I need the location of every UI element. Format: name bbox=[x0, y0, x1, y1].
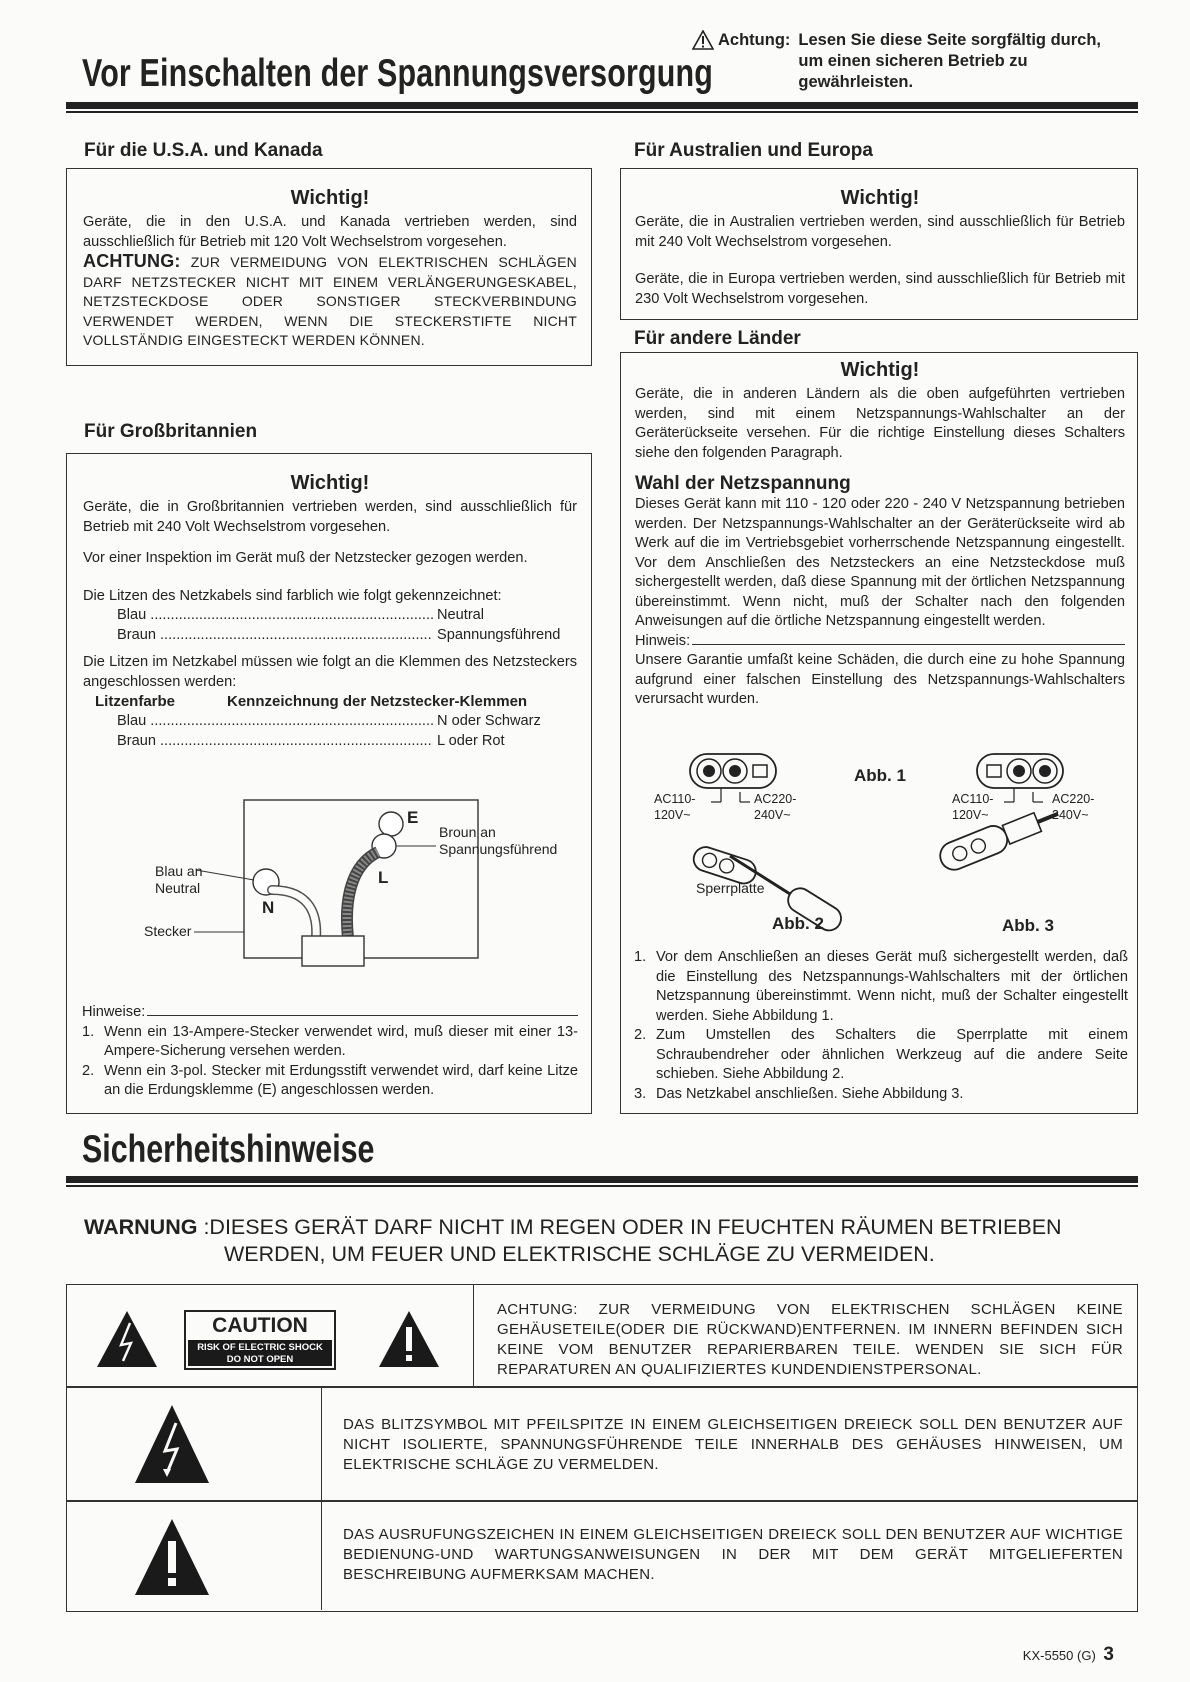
abb2-label: Abb. 2 bbox=[772, 914, 824, 933]
safety-rule-thin bbox=[66, 1185, 1138, 1187]
warnung-text1: :DIESES GERÄT DARF NICHT IM REGEN ODER IN FEUCHTEN RÄUMEN BETRIEBEN bbox=[203, 1215, 1062, 1239]
safety-rule bbox=[66, 1176, 1138, 1183]
abb1-label: Abb. 1 bbox=[854, 766, 906, 785]
usa-achtung bbox=[83, 252, 577, 351]
caution-sub2: DO NOT OPEN bbox=[226, 1354, 294, 1365]
gb-heading: Für Großbritannien bbox=[84, 421, 258, 442]
usa-achtung-text: ZUR VERMEIDUNG VON ELEKTRISCHEN SCHLÄGEN DARF NETZSTECKER NICHT MIT EINEM VERLÄNGERUNGESKABEL, NETZSTECKDOSE ODER SONSTIGER STECKVERBINDUNG VERWENDET WERDEN, WENN DIE STECKERSTIFTE NICHT VOLLSTÄNDIG EINGESTECKT WERDEN KÖNNEN. bbox=[83, 254, 577, 348]
caution-row bbox=[66, 1284, 1138, 1388]
plug-label-e: E bbox=[407, 808, 419, 827]
exclamation-row-text: DAS AUSRUFUNGSZEICHEN IN EINEM GLEICHSEITIGEN DREIECK SOLL DEN BENUTZER AUF WICHTIGE BEDIENUNG-UND WARTUNGSANWEISUNGEN IN DER MIT DEM GERÄT MITGELIEFERTEN BESCHREIBUNG AUFMERKSAM MACHEN. bbox=[343, 1526, 1123, 1583]
gb-color-value: Neutral bbox=[437, 607, 485, 623]
caution-symbols bbox=[67, 1285, 474, 1386]
gb-color-list bbox=[83, 606, 577, 645]
plug-label-braun1: Broun an bbox=[439, 824, 496, 840]
hinweis-text: Unsere Garantie umfaßt keine Schäden, die durch eine zu hohe Spannung aufgrund einer falschen Einstellung des Netzspannungs-Wahlschalters verursacht wurden. bbox=[635, 652, 1125, 707]
gb-note-text: Wenn ein 13-Ampere-Stecker verwendet wird, muß dieser mit einer 13-Ampere-Sicherung versehen werden. bbox=[104, 1023, 578, 1059]
step-text: Zum Umstellen des Schalters die Sperrplatte mit einem Schraubendreher oder ähnlichen Werkzeug auf die andere Seite schieben. Siehe Abbildung 2. bbox=[656, 1027, 1128, 1082]
gb-color-name: Blau ..... bbox=[117, 606, 433, 626]
footer-page: 3 bbox=[1103, 1644, 1114, 1665]
gb-color-row bbox=[117, 626, 577, 646]
exclamation-cell bbox=[67, 1501, 322, 1610]
usa-achtung-label: ACHTUNG: bbox=[83, 251, 181, 271]
other-wichtig: Wichtig! bbox=[840, 359, 920, 381]
gb-terminal-row bbox=[117, 712, 577, 732]
safety-title: Sicherheitshinweise bbox=[82, 1128, 375, 1171]
footer-region: (G) bbox=[1077, 1648, 1096, 1663]
attention-note bbox=[692, 30, 1122, 93]
gb-terminal-header bbox=[83, 692, 577, 712]
hinweis-label: Hinweis: bbox=[635, 632, 691, 649]
gb-color-row bbox=[117, 606, 577, 626]
gb-note-item: 2. Wenn ein 3-pol. Stecker mit Erdungsstift verwendet wird, darf keine Litze an die Erdungsklemme (E) angeschlossen werden. bbox=[82, 1062, 578, 1101]
gb-terminal-value: L oder Rot bbox=[437, 732, 505, 749]
warnung-block bbox=[84, 1214, 1124, 1268]
gb-terminal-row bbox=[117, 732, 577, 752]
gb-color-value: Spannungsführend bbox=[437, 626, 561, 643]
wahl-heading: Wahl der Netzspannung bbox=[635, 473, 851, 494]
attention-label: Achtung: bbox=[718, 31, 791, 49]
step-item: 3. Das Netzkabel anschließen. Siehe Abbildung 3. bbox=[634, 1085, 1128, 1105]
caution-sub1: RISK OF ELECTRIC SHOCK bbox=[197, 1342, 323, 1353]
caution-row-text: ACHTUNG: ZUR VERMEIDUNG VON ELEKTRISCHEN SCHLÄGEN KEINE GEHÄUSETEILE(ODER DIE RÜCKWAND)ENTFERNEN. IM INNERN BEFINDEN SICH KEINE VOM BENUTZER REPARIERBAREN TEILE. WENDEN SIE SICH FÜR REPARATUREN AN QUALIFIZIERTES KUNDENDIENSTPERSONAL. bbox=[497, 1301, 1123, 1378]
usa-wichtig: Wichtig! bbox=[290, 187, 370, 209]
header-rule-thin bbox=[66, 111, 1138, 113]
hinweis-rule bbox=[692, 644, 1125, 645]
step-text: Vor dem Anschließen an dieses Gerät muß sichergestellt werden, daß die Einstellung des Netzspannungs-Wahlschalters mit der örtlichen Netzspannung übereinstimmt. Wenn nicht, muß der Schalter eingestellt werden. Siehe Abbildung 1. bbox=[656, 949, 1128, 1024]
aus-text1: Geräte, die in Australien vertrieben werden, sind ausschließlich für Betrieb mit 240 Volt Wechselstrom vorgesehen. bbox=[635, 214, 1125, 250]
wahl-text: Dieses Gerät kann mit 110 - 120 oder 220 - 240 V Netzspannung betrieben werden. Der Netzspannungs-Wahlschalter an der Geräterückseite wird ab Werk auf die im Vertriebsgebiet vorherrschende Netzspannung eingestellt. Vor dem Anschließen des Netzsteckers an eine Netzsteckdose muß sichergestellt werden, daß diese Spannung mit der örtlichen Netzspannung übereinstimmt. Wenn nicht, muß der Schalter nach den folgenden Anweisungen auf die örtliche Netzspannung eingestellt werden. bbox=[635, 496, 1125, 629]
lightning-row bbox=[66, 1386, 1138, 1502]
gb-note-text: Wenn ein 3-pol. Stecker mit Erdungsstift verwendet wird, darf keine Litze an die Erdungsklemme (E) angeschlossen werden. bbox=[104, 1062, 578, 1098]
warning-triangle-icon bbox=[692, 30, 718, 54]
gb-color-name: Braun ..... bbox=[117, 626, 433, 646]
usa-text: Geräte, die in den U.S.A. und Kanada vertrieben werden, sind ausschließlich für Betrieb mit 120 Volt Wechselstrom vorgesehen. bbox=[83, 214, 577, 250]
step-text: Das Netzkabel anschließen. Siehe Abbildung 3. bbox=[656, 1085, 964, 1102]
gb-terminal-value: N oder Schwarz bbox=[437, 713, 541, 729]
footer-model: KX-5550 bbox=[1022, 1648, 1074, 1663]
gb-notes bbox=[82, 1003, 578, 1101]
plug-label-l: L bbox=[378, 868, 389, 887]
gb-notes-heading: Hinweise: bbox=[82, 1004, 146, 1020]
ac110-left-b: 120V~ bbox=[654, 808, 691, 822]
ac110-right-a: AC110- bbox=[952, 792, 994, 806]
aus-text2: Geräte, die in Europa vertrieben werden, sind ausschließlich für Betrieb mit 230 Volt Wechselstrom vorgesehen. bbox=[635, 271, 1125, 307]
ac110-left-a: AC110- bbox=[654, 792, 696, 806]
aus-box bbox=[620, 168, 1138, 320]
lightning-triangle-icon bbox=[67, 1387, 321, 1500]
abb3-label: Abb. 3 bbox=[1002, 916, 1054, 935]
plug-label-blau2: Neutral bbox=[155, 880, 201, 896]
warnung-label: WARNUNG bbox=[84, 1215, 198, 1239]
lightning-cell bbox=[67, 1387, 322, 1500]
gb-notes-heading-row bbox=[82, 1003, 578, 1023]
warnung-text2: WERDEN, UM FEUER UND ELEKTRISCHE SCHLÄGE ZU VERMEIDEN. bbox=[224, 1242, 935, 1266]
plug-label-braun2: Spannungsführend bbox=[439, 841, 558, 857]
gb-text3: Die Litzen des Netzkabels sind farblich wie folgt gekennzeichnet: bbox=[83, 587, 502, 604]
exclamation-row bbox=[66, 1500, 1138, 1612]
step-item: 2. Zum Umstellen des Schalters die Sperrplatte mit einem Schraubendreher oder ähnlichen Werkzeug auf die andere Seite schieben. Siehe Abbildung 2. bbox=[634, 1026, 1128, 1085]
ac110-right-b: 120V~ bbox=[952, 808, 989, 822]
ac220-right-a: AC220- bbox=[1052, 792, 1095, 806]
gb-wichtig: Wichtig! bbox=[290, 472, 370, 494]
plug-wiring-svg bbox=[66, 790, 592, 970]
step-item: 1. Vor dem Anschließen an dieses Gerät muß sichergestellt werden, daß die Einstellung des Netzspannungs-Wahlschalters mit der örtlichen Netzspannung übereinstimmt. Wenn nicht, muß der Schalter eingestellt werden. Siehe Abbildung 1. bbox=[634, 948, 1128, 1026]
usa-heading: Für die U.S.A. und Kanada bbox=[84, 140, 323, 161]
plug-diagram bbox=[66, 790, 592, 970]
page-title: Vor Einschalten der Spannungsversorgung bbox=[82, 52, 713, 95]
gb-terminal-list bbox=[83, 712, 577, 751]
gb-text4: Die Litzen im Netzkabel müssen wie folgt an die Klemmen des Netzsteckers angeschlossen werden: bbox=[83, 654, 577, 690]
gb-terminal-name: Blau ..... bbox=[117, 712, 433, 732]
plug-label-blau1: Blau an bbox=[155, 863, 203, 879]
header-rule bbox=[66, 102, 1138, 109]
ac220-left-a: AC220- bbox=[754, 792, 797, 806]
gb-text2: Vor einer Inspektion im Gerät muß der Netzstecker gezogen werden. bbox=[83, 550, 528, 566]
gb-terminal-name: Braun ..... bbox=[117, 732, 433, 752]
page-footer bbox=[1023, 1644, 1114, 1666]
warnung-line1 bbox=[84, 1214, 1124, 1241]
sperrplatte-label: Sperrplatte bbox=[696, 880, 765, 896]
attention-text: Lesen Sie diese Seite sorgfältig durch, um einen sicheren Betrieb zu gewährleisten. bbox=[798, 31, 1101, 91]
gb-col-header-2: Kennzeichnung der Netzstecker-Klemmen bbox=[227, 693, 528, 710]
hinweis-heading-row bbox=[635, 632, 1125, 652]
gb-notes-rule bbox=[147, 1015, 578, 1016]
ac220-right-b: 240V~ bbox=[1052, 808, 1089, 822]
lightning-row-text: DAS BLITZSYMBOL MIT PFEILSPITZE IN EINEM GLEICHSEITIGEN DREIECK SOLL DEN BENUTZER AUF NICHT ISOLIERTE, SPANNUNGSFÜHRENDE TEILE INNERHALB DES GEHÄUSES HINWEISEN, UM ELEKTRISCHE SCHLÄGE ZU VERMELDEN. bbox=[343, 1416, 1123, 1473]
caution-title: CAUTION bbox=[212, 1314, 308, 1337]
gb-col-header-1: Litzenfarbe bbox=[95, 693, 176, 710]
other-heading: Für andere Länder bbox=[634, 328, 801, 349]
plug-label-n: N bbox=[262, 898, 275, 917]
usa-box bbox=[66, 168, 592, 366]
plug-label-stecker: Stecker bbox=[144, 923, 192, 939]
voltage-figures bbox=[620, 744, 1138, 944]
other-text: Geräte, die in anderen Ländern als die oben aufgeführten vertrieben werden, sind mit einem Netzspannungs-Wahlschalter an der Geräterückseite versehen. Für die richtige Einstellung dieses Schalters siehe den folgenden Paragraph. bbox=[635, 386, 1125, 461]
ac220-left-b: 240V~ bbox=[754, 808, 791, 822]
voltage-steps bbox=[634, 948, 1128, 1104]
aus-wichtig: Wichtig! bbox=[840, 187, 920, 209]
exclamation-triangle-icon bbox=[67, 1501, 321, 1610]
aus-heading: Für Australien und Europa bbox=[634, 140, 873, 161]
gb-note-item: 1. Wenn ein 13-Ampere-Stecker verwendet wird, muß dieser mit einer 13-Ampere-Sicherung versehen werden. bbox=[82, 1023, 578, 1062]
gb-text1: Geräte, die in Großbritannien vertrieben werden, sind ausschließlich für Betrieb mit 240 Volt Wechselstrom vorgesehen. bbox=[83, 499, 577, 535]
